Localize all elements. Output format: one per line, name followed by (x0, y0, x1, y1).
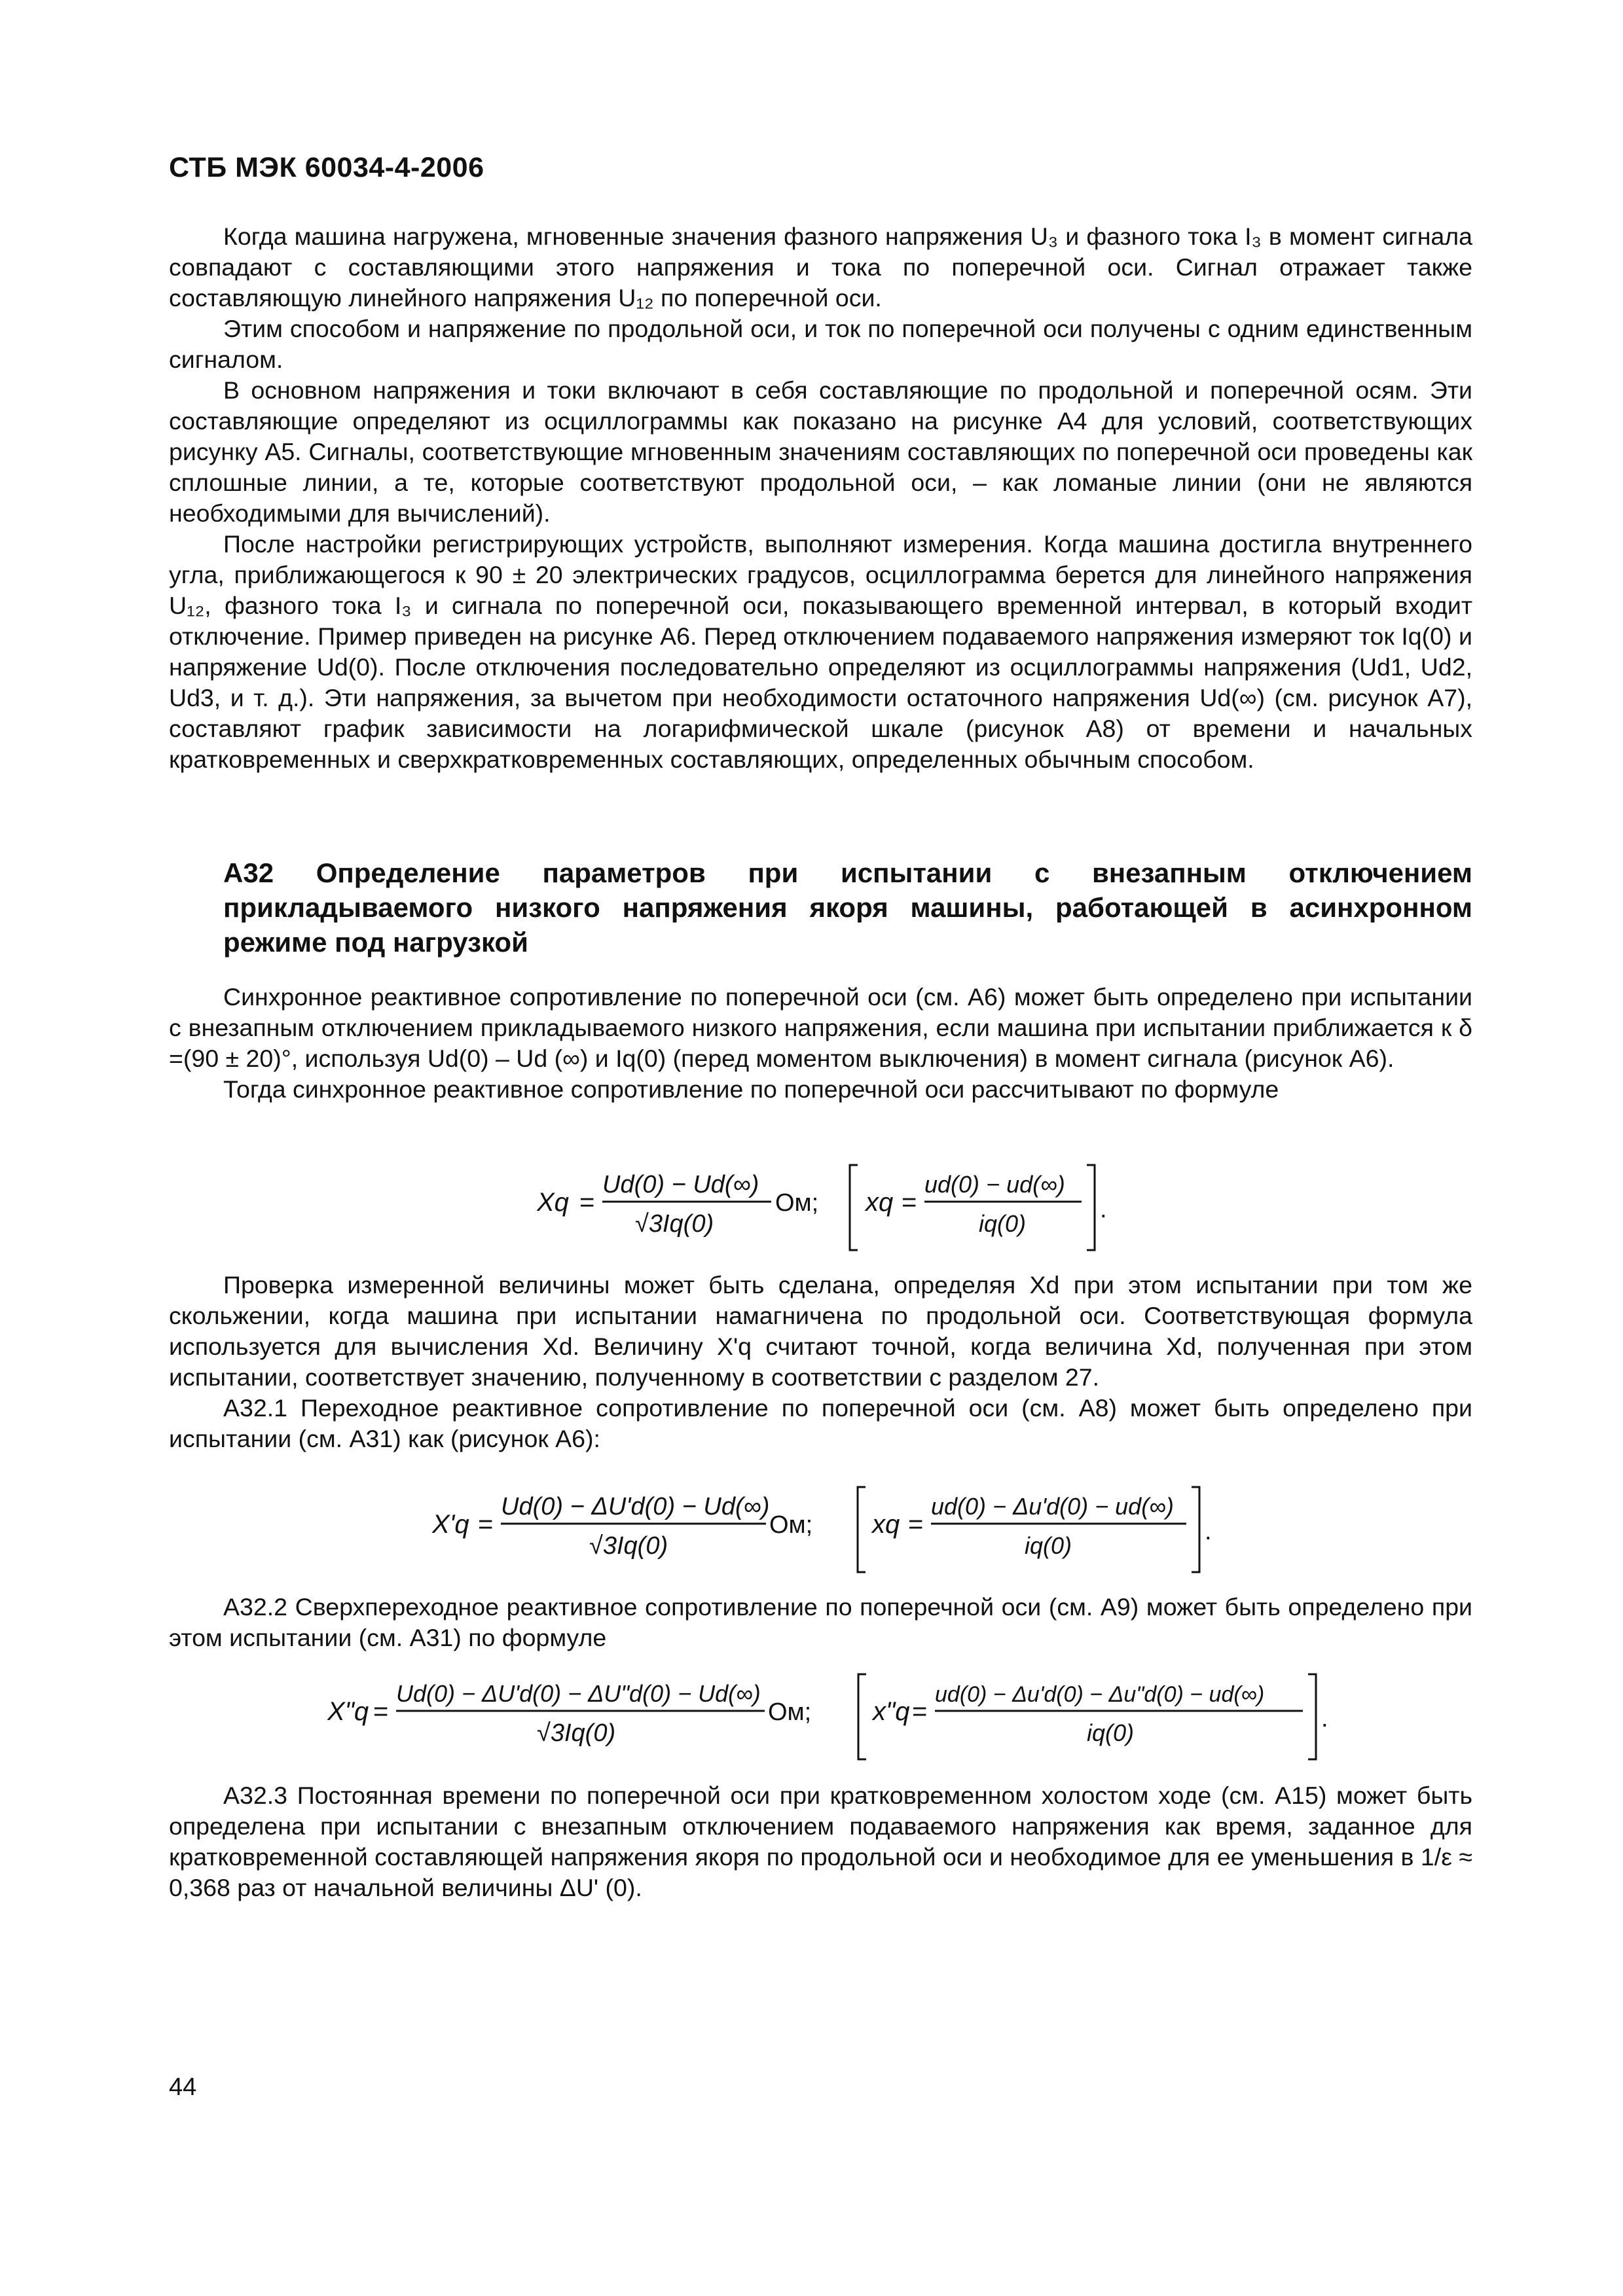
formula-denominator: √3Iq(0) (589, 1532, 668, 1560)
body-text-block-4 (169, 1592, 1472, 1653)
body-text-block-5 (169, 1780, 1472, 1903)
paragraph: А32.3 Постоянная времени по поперечной оси при кратковременном холостом ходе (см. А15) может быть определена при испытании с внезапным отключением подаваемого напряжения как время, заданное для кратковременной составляющей напряжения якоря по продольной оси и необходимое для ее уменьшения в 1/ε ≈ 0,368 раз от начальной величины ΔU' (0). (169, 1782, 1472, 1901)
paragraph: А32.2 Сверхпереходное реактивное сопротивление по поперечной оси (см. А9) может быть определено при этом испытании (см. А31) по формуле (169, 1593, 1472, 1651)
formula-lhs: X'q (432, 1510, 469, 1539)
formula-numerator: Ud(0) − ΔU'd(0) − ΔU"d(0) − Ud(∞) (396, 1680, 761, 1707)
svg-text:=: = (579, 1188, 595, 1217)
svg-text:=: = (478, 1510, 494, 1539)
svg-text:=: = (908, 1510, 924, 1539)
formula-numerator: Ud(0) − Ud(∞) (602, 1171, 759, 1198)
paragraph: После настройки регистрирующих устройств, выполняют измерения. Когда машина достигла внутреннего угла, приближающегося к 90 ± 20 электрических градусов, осциллограмма берется для линейного напряжения U₁₂, фазного тока I₃ и сигнала по поперечной оси, показывающего временной интервал, в который входит отключение. Пример приведен на рисунке А6. Перед отключением подаваемого напряжения измеряют ток Iq(0) и напряжение Ud(0). После отключения последовательно определяют из осциллограммы напряжения (Ud1, Ud2, Ud3, и т. д.). Эти напряжения, за вычетом при необходимости остаточного напряжения Ud(∞) (см. рисунок А7), составляют график зависимости на логарифмической шкале (рисунок А8) от времени и начальных кратковременных и сверхкратковременных составляющих, определенных обычным способом. (169, 530, 1472, 773)
formula-numerator-pu: ud(0) − Δu'd(0) − ud(∞) (931, 1493, 1174, 1520)
formula-lhs-pu: x"q (873, 1697, 910, 1726)
paragraph: Проверка измеренной величины может быть сделана, определяя Xd при этом испытании при том же скольжении, когда машина при испытании намагничена по продольной оси. Соответствующая формула используется для вычисления Xd. Величину X'q считают точной, когда величина Xd, полученная при этом испытании, соответствует значению, полученному в соответствии с разделом 27. (169, 1271, 1472, 1391)
svg-text:=: = (373, 1697, 389, 1726)
formula-lhs-pu: xq (866, 1188, 894, 1217)
svg-text:.: . (1100, 1196, 1107, 1223)
formula-unit: Ом; (769, 1511, 813, 1539)
formula-denominator-pu: iq(0) (1087, 1719, 1135, 1746)
body-text-block-1 (169, 221, 1472, 775)
formula-unit: Ом; (768, 1698, 812, 1726)
svg-text:=: = (912, 1697, 928, 1726)
formula-denominator-pu: iq(0) (1025, 1532, 1072, 1559)
paragraph: Тогда синхронное реактивное сопротивление по поперечной оси рассчитывают по формуле (223, 1075, 1279, 1103)
formula-denominator: √3Iq(0) (537, 1719, 616, 1747)
document-header: СТБ МЭК 60034-4-2006 (169, 152, 484, 183)
page-number: 44 (169, 2073, 197, 2101)
formula-unit: Ом; (775, 1189, 819, 1217)
formula-numerator: Ud(0) − ΔU'd(0) − Ud(∞) (501, 1493, 770, 1520)
body-text-block-2 (169, 982, 1472, 1105)
formula-denominator-pu: iq(0) (979, 1210, 1027, 1237)
paragraph: Синхронное реактивное сопротивление по поперечной оси (см. А6) может быть определено при испытании с внезапным отключением прикладываемого низкого напряжения, если машина при испытании приближается к δ =(90 ± 20)°, используя Ud(0) – Ud (∞) и Iq(0) (перед моментом выключения) в момент сигнала (рисунок А6). (169, 983, 1472, 1072)
formula-lhs-pu: xq (872, 1510, 900, 1539)
svg-text:.: . (1321, 1705, 1328, 1732)
paragraph: Этим способом и напряжение по продольной оси, и ток по поперечной оси получены с одним единственным сигналом. (169, 315, 1472, 373)
formula-lhs: Xq (537, 1188, 569, 1217)
formula-xq-subtransient (327, 1668, 1349, 1769)
svg-text:.: . (1205, 1518, 1212, 1545)
formula-xq-transient (432, 1480, 1231, 1582)
formula-xq (537, 1158, 1126, 1260)
formula-denominator: √3Iq(0) (635, 1210, 714, 1238)
formula-numerator-pu: ud(0) − Δu'd(0) − Δu"d(0) − ud(∞) (935, 1682, 1265, 1707)
formula-lhs: X"q (327, 1697, 369, 1726)
svg-text:=: = (902, 1188, 917, 1217)
paragraph: А32.1 Переходное реактивное сопротивление по поперечной оси (см. А8) может быть определено при испытании (см. А31) как (рисунок А6): (169, 1394, 1472, 1452)
section-heading: А32 Определение параметров при испытании с внезапным отключением прикладываемого низкого напряжения якоря машины, работающей в асинхронном режиме под нагрузкой (223, 857, 1472, 958)
paragraph: В основном напряжения и токи включают в себя составляющие по продольной и поперечной осям. Эти составляющие определяют из осциллограммы как показано на рисунке А4 для условий, соответствующих рисунку А5. Сигналы, соответствующие мгновенным значениям составляющих по поперечной оси проведены как сплошные линии, а те, которые соответствуют продольной оси, – как ломаные линии (они не являются необходимыми для вычислений). (169, 376, 1472, 527)
paragraph: Когда машина нагружена, мгновенные значения фазного напряжения U₃ и фазного тока I₃ в момент сигнала совпадают с составляющими этого напряжения и тока по поперечной оси. Сигнал отражает также составляющую линейного напряжения U₁₂ по поперечной оси. (169, 223, 1472, 312)
body-text-block-3 (169, 1270, 1472, 1454)
formula-numerator-pu: ud(0) − ud(∞) (924, 1171, 1065, 1198)
